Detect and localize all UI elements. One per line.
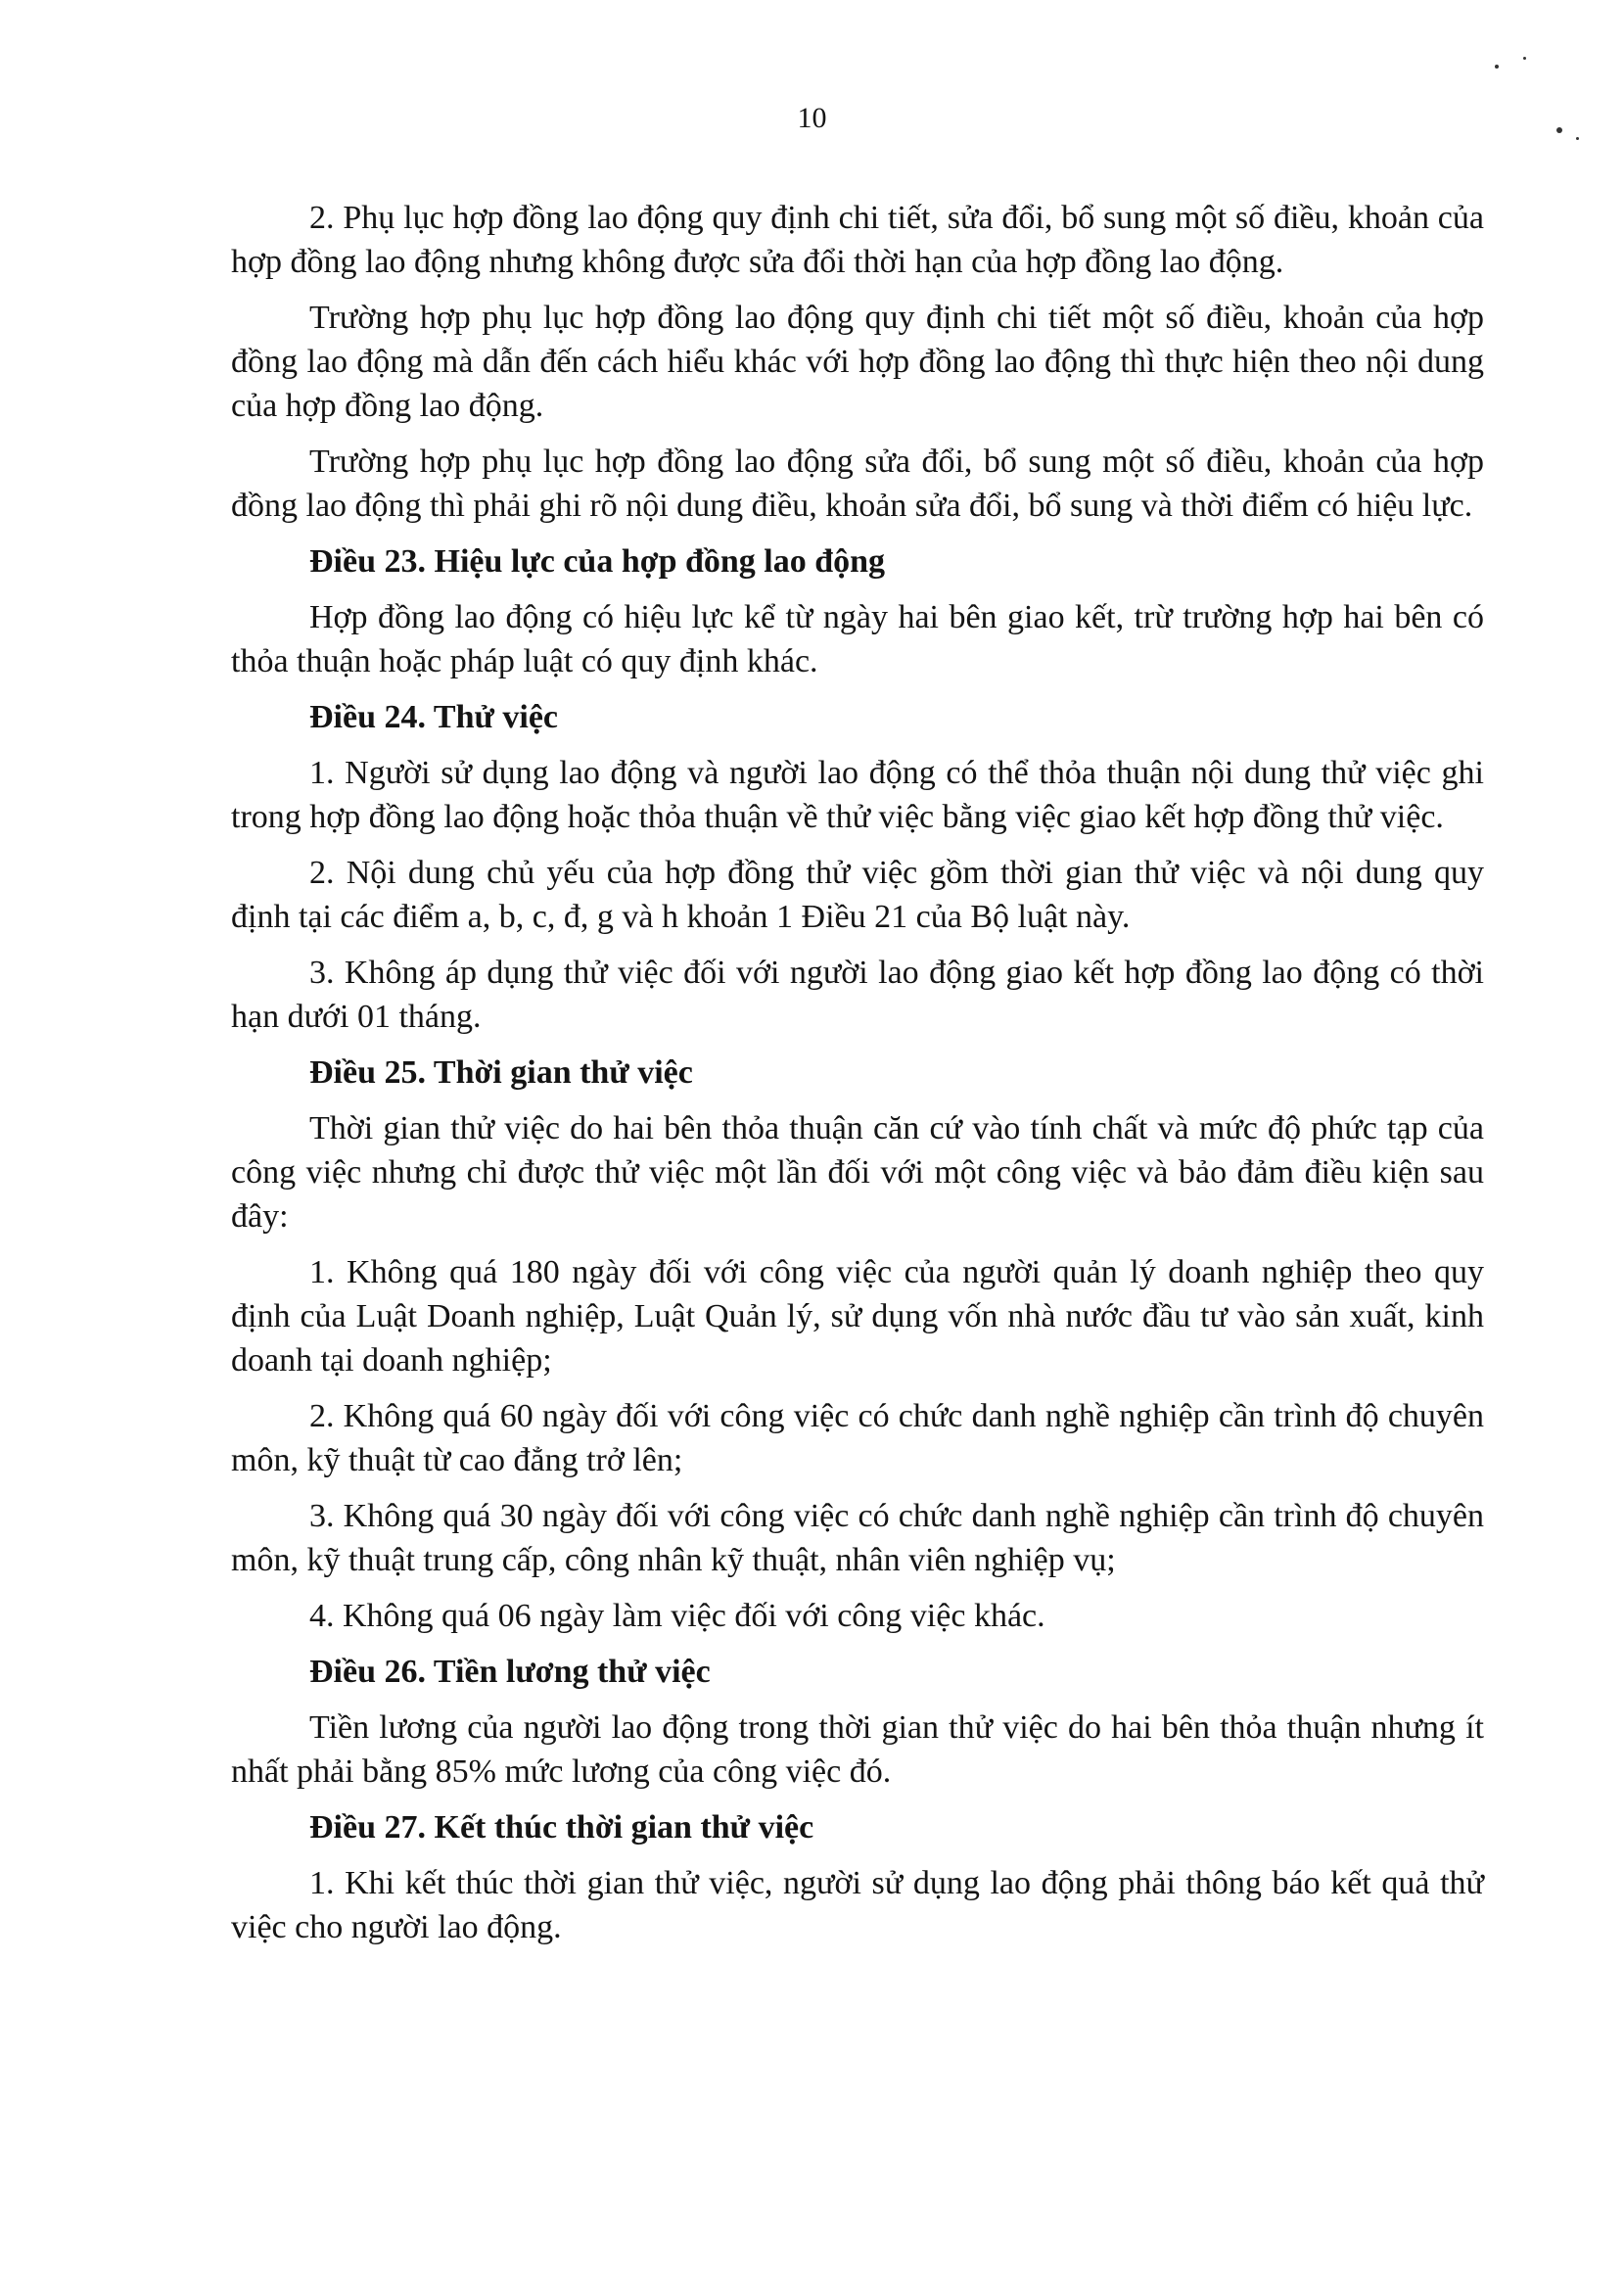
heading-article-25: Điều 25. Thời gian thử việc <box>309 1054 693 1091</box>
paragraph-appendix-detail: Trường hợp phụ lục hợp đồng lao động quy định chi tiết một số điều, khoản của hợp đồng lao động mà dẫn đến cách hiểu khác với hợp đồng lao động thì thực hiện theo nội dung của hợp đồng lao động. <box>231 300 1484 424</box>
paragraph-article-25-item-3: 3. Không quá 30 ngày đối với công việc có chức danh nghề nghiệp cần trình độ chuyên môn, kỹ thuật trung cấp, công nhân kỹ thuật, nhân viên nghiệp vụ; <box>231 1498 1484 1578</box>
paragraph-article-25-item-4: 4. Không quá 06 ngày làm việc đối với công việc khác. <box>309 1598 1045 1634</box>
scan-speck <box>1523 57 1526 60</box>
paragraph-article-24-clause-1: 1. Người sử dụng lao động và người lao động có thể thỏa thuận nội dung thử việc ghi trong hợp đồng lao động hoặc thỏa thuận về thử việc bằng việc giao kết hợp đồng thử việc. <box>231 755 1484 835</box>
paragraph-article-25-item-2: 2. Không quá 60 ngày đối với công việc có chức danh nghề nghiệp cần trình độ chuyên môn, kỹ thuật từ cao đẳng trở lên; <box>231 1398 1484 1478</box>
scan-speck <box>1556 127 1562 133</box>
heading-article-24: Điều 24. Thử việc <box>309 699 559 735</box>
scan-speck <box>1576 137 1579 140</box>
paragraph-article-25-intro: Thời gian thử việc do hai bên thỏa thuận căn cứ vào tính chất và mức độ phức tạp của công việc nhưng chỉ được thử việc một lần đối với một công việc và bảo đảm điều kiện sau đây: <box>231 1110 1484 1235</box>
heading-article-23: Điều 23. Hiệu lực của hợp đồng lao động <box>309 543 886 580</box>
paragraph-article-23: Hợp đồng lao động có hiệu lực kể từ ngày hai bên giao kết, trừ trường hợp hai bên có thỏa thuận hoặc pháp luật có quy định khác. <box>231 599 1484 679</box>
paragraph-article-27-clause-1: 1. Khi kết thúc thời gian thử việc, người sử dụng lao động phải thông báo kết quả thử việc cho người lao động. <box>231 1865 1484 1945</box>
paragraph-appendix-amend: Trường hợp phụ lục hợp đồng lao động sửa đổi, bổ sung một số điều, khoản của hợp đồng lao động thì phải ghi rõ nội dung điều, khoản sửa đổi, bổ sung và thời điểm có hiệu lực. <box>231 444 1484 524</box>
document-body <box>231 196 1484 1961</box>
page-number: 10 <box>797 102 827 134</box>
paragraph-article-26: Tiền lương của người lao động trong thời gian thử việc do hai bên thỏa thuận nhưng ít nhất phải bằng 85% mức lương của công việc đó. <box>231 1709 1484 1790</box>
heading-article-27: Điều 27. Kết thúc thời gian thử việc <box>309 1809 814 1846</box>
heading-article-26: Điều 26. Tiền lương thử việc <box>309 1654 711 1690</box>
paragraph-article-24-clause-3: 3. Không áp dụng thử việc đối với người lao động giao kết hợp đồng lao động có thời hạn dưới 01 tháng. <box>231 955 1484 1035</box>
paragraph-article-24-clause-2: 2. Nội dung chủ yếu của hợp đồng thử việc gồm thời gian thử việc và nội dung quy định tại các điểm a, b, c, đ, g và h khoản 1 Điều 21 của Bộ luật này. <box>231 855 1484 935</box>
paragraph-article-25-item-1: 1. Không quá 180 ngày đối với công việc của người quản lý doanh nghiệp theo quy định của Luật Doanh nghiệp, Luật Quản lý, sử dụng vốn nhà nước đầu tư vào sản xuất, kinh doanh tại doanh nghiệp; <box>231 1254 1484 1379</box>
scan-speck <box>1495 65 1499 69</box>
paragraph-appendix-clause-2: 2. Phụ lục hợp đồng lao động quy định chi tiết, sửa đổi, bổ sung một số điều, khoản của hợp đồng lao động nhưng không được sửa đổi thời hạn của hợp đồng lao động. <box>231 200 1484 280</box>
